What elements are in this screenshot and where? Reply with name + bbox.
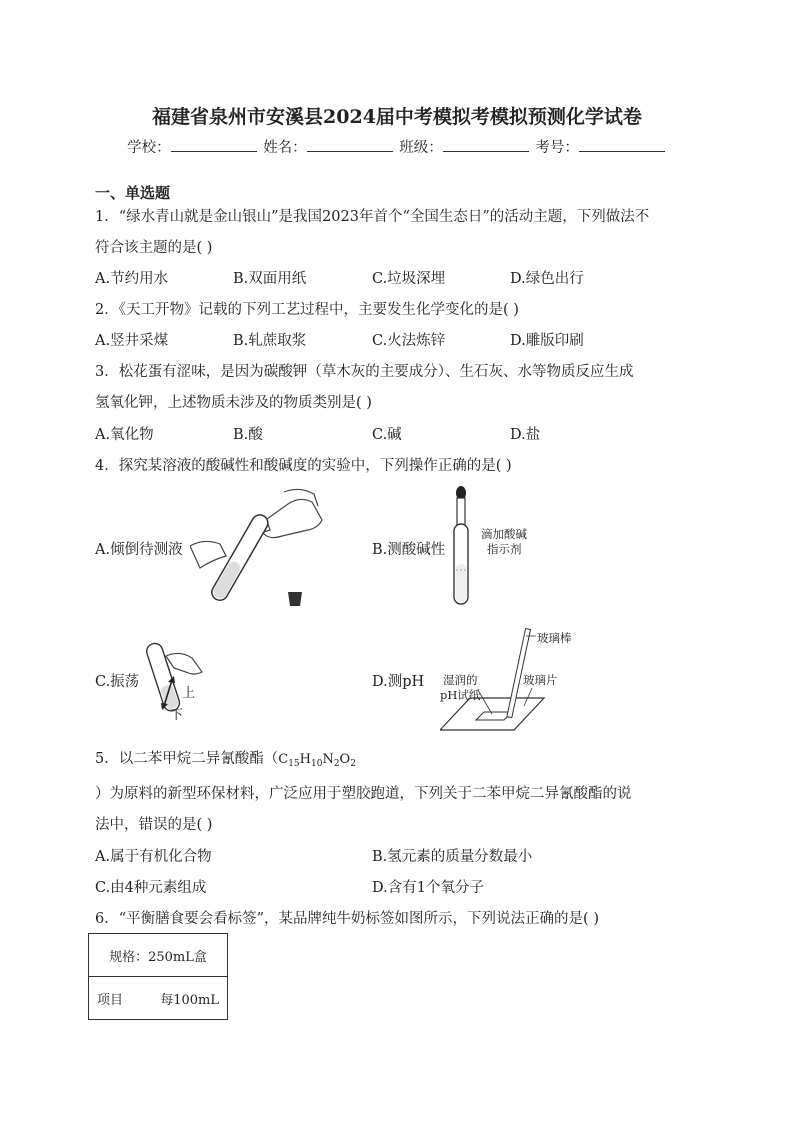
question-5-line-1 bbox=[95, 747, 356, 769]
q5-option-a: A.属于有机化合物 bbox=[95, 849, 212, 865]
q3-option-d: D.盐 bbox=[510, 427, 541, 443]
q2-option-b: B.轧蔗取浆 bbox=[233, 333, 307, 349]
q4-option-d: D.测pH bbox=[372, 674, 425, 690]
question-2-line-1: 2．《天工开物》记载的下列工艺过程中，主要发生化学变化的是( ) bbox=[95, 302, 519, 318]
question-3-line-2: 氢氧化钾，上述物质未涉及的物质类别是( ) bbox=[95, 395, 372, 411]
school-blank bbox=[171, 137, 257, 152]
pouring-liquid-illustration bbox=[190, 484, 330, 612]
ph-paper-label-line-1: 湿润的 bbox=[443, 673, 478, 687]
shake-up-label: 上 bbox=[182, 686, 196, 701]
table-cell-spec: 规格：250mL盒 bbox=[89, 934, 228, 977]
q5-option-c: C.由4种元素组成 bbox=[95, 880, 207, 896]
q1-option-c: C.垃圾深埋 bbox=[372, 271, 446, 287]
q2-option-a: A.竖井采煤 bbox=[95, 333, 169, 349]
name-blank bbox=[307, 137, 393, 152]
q4-option-b: B.测酸碱性 bbox=[372, 542, 446, 558]
question-5-text: 5．以二苯甲烷二异氰酸酯（ bbox=[95, 751, 279, 767]
class-label: 班级： bbox=[399, 140, 443, 156]
question-3-line-1: 3．松花蛋有涩味，是因为碳酸钾（草木灰的主要成分）、生石灰、水等物质反应生成 bbox=[95, 364, 634, 380]
glass-plate-label: 玻璃片 bbox=[523, 673, 558, 687]
q2-option-c: C.火法炼锌 bbox=[372, 333, 446, 349]
dropper-label-line-2: 指示剂 bbox=[487, 542, 522, 556]
school-label: 学校： bbox=[127, 140, 171, 156]
table-row bbox=[89, 934, 228, 977]
q5-option-d: D.含有1个氧分子 bbox=[372, 880, 484, 896]
dropper-label-line-1: 滴加酸碱 bbox=[481, 527, 527, 541]
q3-option-b: B.酸 bbox=[233, 427, 263, 443]
question-4-line-1: 4．探究某溶液的酸碱性和酸碱度的实验中，下列操作正确的是( ) bbox=[95, 458, 512, 474]
question-6-line-1: 6．“平衡膳食要会看标签”，某品牌纯牛奶标签如图所示，下列说法正确的是( ) bbox=[95, 911, 599, 927]
q5-option-b: B.氢元素的质量分数最小 bbox=[372, 849, 533, 865]
ph-paper-label-line-2: pH试纸 bbox=[440, 688, 481, 702]
page-title: 福建省泉州市安溪县2024届中考模拟考模拟预测化学试卷 bbox=[152, 106, 642, 128]
q4-option-a: A.倾倒待测液 bbox=[95, 542, 183, 558]
milk-label-table bbox=[88, 933, 228, 1020]
section-heading: 一、单选题 bbox=[95, 184, 171, 202]
class-blank bbox=[443, 137, 529, 152]
table-row bbox=[89, 977, 228, 1020]
q2-option-d: D.雕版印刷 bbox=[510, 333, 584, 349]
number-blank bbox=[579, 137, 665, 152]
q1-option-d: D.绿色出行 bbox=[510, 271, 584, 287]
name-label: 姓名： bbox=[263, 140, 307, 156]
table-cell-item bbox=[89, 977, 228, 1020]
question-1-line-2: 符合该主题的是( ) bbox=[95, 240, 213, 256]
item-label: 项目 bbox=[97, 992, 124, 1008]
q3-option-a: A.氧化物 bbox=[95, 427, 154, 443]
number-label: 考号： bbox=[535, 140, 579, 156]
student-info-line bbox=[0, 136, 794, 157]
shake-down-label: 下 bbox=[170, 708, 184, 723]
q3-option-c: C.碱 bbox=[372, 427, 402, 443]
q1-option-a: A.节约用水 bbox=[95, 271, 169, 287]
question-1-line-1: 1．“绿水青山就是金山银山”是我国2023年首个“全国生态日”的活动主题，下列做法不 bbox=[95, 209, 650, 225]
question-5-line-3: 法中，错误的是( ) bbox=[95, 817, 213, 833]
glass-rod-label: 玻璃棒 bbox=[537, 631, 572, 645]
q1-option-b: B.双面用纸 bbox=[233, 271, 307, 287]
q4-option-c: C.振荡 bbox=[95, 674, 140, 690]
question-5-line-2: ）为原料的新型环保材料，广泛应用于塑胶跑道，下列关于二苯甲烷二异氰酸酯的说 bbox=[95, 786, 632, 802]
chemical-formula: $C_{15}H_{10}N_2O_2$ bbox=[278, 752, 356, 769]
per-100ml-label: 每100mL bbox=[160, 992, 219, 1008]
dropper-test-tube-illustration bbox=[446, 486, 476, 606]
